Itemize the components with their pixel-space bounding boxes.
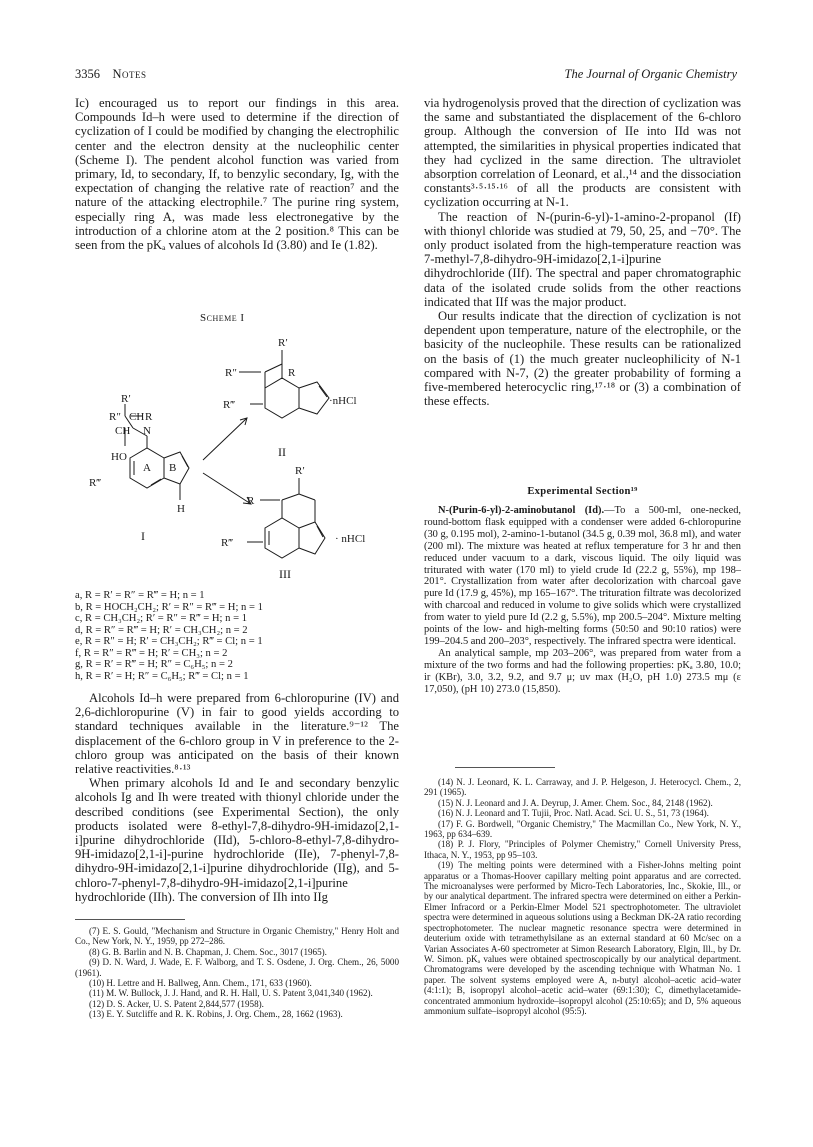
scheme-label-iii-r1: R′ (295, 465, 305, 477)
scheme-label-compound-i: I (141, 529, 145, 543)
ring-b-bonds (164, 452, 189, 484)
footnote-7: (7) E. S. Gould, "Mechanism and Structure in Organic Chemistry," Henry Holt and Co., New York, N. Y., 1959, pp 272–286. (75, 926, 399, 947)
experimental-section-title: Experimental Section¹⁹ (527, 486, 638, 497)
scheme-figure (85, 328, 395, 588)
scheme-label-compound-iii: III (279, 567, 291, 581)
definition-h: h, R = R′ = H; R″ = C₆H₅; R‴ = Cl; n = 1 (75, 670, 249, 682)
scheme-label-r1: R′ (121, 393, 131, 405)
scheme-label-compound-ii: II (278, 445, 286, 459)
definition-c: c, R = CH₃CH₂; R′ = R″ = R‴ = H; n = 1 (75, 613, 248, 624)
scheme-label-ii-r3: R‴ (223, 399, 235, 411)
definition-f: f, R = R″ = R‴ = H; R′ = CH₃; n = 2 (75, 647, 228, 659)
right-paragraph-1: via hydrogenolysis proved that the direction of cyclization was the same and substantiated the displacement of the 6-chloro group. Although the conversion of IIe into IId was not attempted, the similarities in physical properties indicated that they had cyclized in the same direction. The ultraviolet absorption correlation of Leonard, et al.,¹⁴ and the dissociation constants³·⁵·¹⁵·¹⁶ of all the products are consistent with cyclization occurring at N-1. (424, 96, 741, 210)
scheme-label-ch: CH (129, 411, 145, 423)
scheme-label-ii-r: R (288, 367, 296, 379)
footnote-18: (18) P. J. Flory, "Principles of Polymer Chemistry," Cornell University Press, Ithaca, N. Y., 1953, pp 95–103. (424, 839, 741, 860)
scheme-label-ho: HO (111, 451, 127, 463)
scheme-label-r: R (145, 411, 153, 423)
definition-e: e, R = R″ = H; R′ = CH₃CH₂; R‴ = Cl; n = 1 (75, 636, 263, 647)
scheme-label-r2: R″ (109, 411, 121, 423)
footnote-rule-left (75, 919, 185, 920)
scheme-title: Scheme I (200, 312, 245, 324)
scheme-label-ch2: CH (115, 425, 131, 437)
footnote-11: (11) M. W. Bullock, J. J. Hand, and R. H. Hall, U. S. Patent 3,041,340 (1962). (89, 988, 373, 999)
definition-g: g, R = R′ = R‴ = H; R″ = C₆H₅; n = 2 (75, 659, 233, 670)
footnote-13: (13) E. Y. Sutcliffe and R. K. Robins, J. Org. Chem., 28, 1662 (1963). (89, 1009, 343, 1020)
footnotes-left (75, 926, 399, 1020)
left-paragraph-1: Ic) encouraged us to report our findings in this area. Compounds Id–h were used to determine if the direction of cyclization of I could be modified by changing the electrophilic center and the electron density at the nucleophilic center (Scheme I). The pendent alcohol function was varied from primary, Id, to secondary, If, to benzylic secondary, Ig, with the expectation of changing the relative rate of reaction⁷ and the nature of the attacking electrophile.⁷ The purine ring system, especially ring A, was made less electronegative by the introduction of a chlorine atom at the 2 position.⁸ This can be seen from the pKₐ values of alcohols Id (3.80) and Ie (1.82). (75, 96, 399, 253)
scheme-label-iii-r: R (247, 495, 255, 507)
definition-a: a, R = R′ = R″ = R‴ = H; n = 1 (75, 590, 205, 601)
footnote-16: (16) N. J. Leonard and T. Tujii, Proc. Natl. Acad. Sci. U. S., 51, 73 (1964). (438, 808, 709, 819)
scheme-label-ii-nhcl: ·nHCl (329, 395, 357, 407)
right-paragraph-3: Our results indicate that the direction of cyclization is not dependent upon temperature, nature of the electrophile, or the basicity of the nucleophile. These results can be rationalized on the basis of (1) the much greater nucleophilicity of N-1 compared with N-7, (2) the greater probability of forming a five-membered heterocyclic ring,¹⁷·¹⁸ or (3) a combination of these effects. (424, 309, 741, 409)
footnote-12: (12) D. S. Acker, U. S. Patent 2,844,577 (1958). (89, 998, 264, 1009)
experimental-compound-heading: N-(Purin-6-yl)-2-aminobutanol (Id). (438, 505, 605, 516)
footnote-8: (8) G. B. Barlin and N. B. Chapman, J. Chem. Soc., 3017 (1965). (89, 946, 327, 957)
page-header-left (75, 67, 147, 82)
experimental-section (424, 505, 741, 696)
scheme-label-iii-r3: R‴ (221, 537, 233, 549)
right-column-top (424, 96, 741, 408)
scheme-label-iii-nhcl: · nHCl (335, 533, 366, 545)
scheme-label-ring-b: B (169, 462, 177, 474)
right-paragraph-2: The reaction of N-(purin-6-yl)-1-amino-2-propanol (If) with thionyl chloride was studied at 79, 50, 25, and −70°. The only product isolated from the high-temperature reaction was 7-methyl-7,8-dihydro-9H-imidazo[2,1-i]purine dihydrochloride (IIf). The spectral and paper chromatographic data of the isolated crude solids from the other reactions indicated that IIf was the major product. (424, 209, 741, 309)
section-name: Notes (112, 67, 147, 81)
scheme-label-h: H (177, 503, 185, 515)
left-column-bottom (75, 691, 399, 904)
footnote-rule-right (455, 767, 555, 768)
footnotes-right (424, 777, 741, 1016)
footnote-9: (9) D. N. Ward, J. Wade, E. F. Walborg, and T. S. Osdene, J. Org. Chem., 26, 5000 (1961). (75, 957, 399, 978)
experimental-paragraph-1-text: —To a 500-ml, one-necked, round-bottom flask equipped with a condenser were added 6-chloropurine (30 g, 0.195 mol), 2-amino-1-butanol (34.5 g, 0.39 mol, 36.8 ml), and water (200 ml). The mixture was heated at reflux temperature for 3 hr and then reduced under vacuum to a dark, viscous liquid. The oily liquid was triturated with water (170 ml) to yield crude Id (22.2 g, 55%), mp 198–201°. Crystallization from water after decolorization with charcoal gave pure Id (17.9 g, 45%), mp 165–167°. The trituration filtrate was decolorized with charcoal and reduced in volume to give solids which were crystallized from water to yield pure Id (2.2 g, 5.5%), mp 200.5–204°. Mixture melting points of the low- and high-melting forms (50:50 and 90:10 ratios) were 199–204.5 and 200–203°, respectively. The infrared spectra were identical. (424, 505, 741, 647)
definition-d: d, R = R″ = R‴ = H; R′ = CH₃CH₂; n = 2 (75, 624, 248, 636)
scheme-label-ring-a: A (143, 462, 151, 474)
scheme-label-ii-r1: R′ (278, 337, 288, 349)
footnote-19: (19) The melting points were determined with a Fisher-Johns melting point apparatus or a Thomas-Hoover capillary melting point apparatus and are corrected. The microanalyses were performed by Micro-Tech Laboratories, Inc., Skokie, Ill., or by our analytical department. The infrared spectra were determined on either a Perkin-Elmer Infracord or a Perkin-Elmer Model 521 spectrophotometer. The ultraviolet spectra were determined in aqueous solutions using a Beckman DK-2A ratio recording spectrophotometer. The nuclear magnetic resonance spectra were determined in deuterium oxide with tetramethylsilane as an external standard at 60 Mc/sec on a Varian Associates A-60 spectrometer at Simon Research Laboratory, Elgin, Ill., by Dr. W. Simon. pKₐ values were obtained spectroscopically by our analytical department. Chromatograms were developed by the ascending technique with Whatman No. 1 paper. The solvent systems employed were A, n-butyl alcohol–acetic acid–water (4:1:1); B, isopropyl alcohol–acetic acid–water (69:1:30); C, dimethylacetamide-concentrated ammonium hydroxide–isopropyl alcohol (25:10:65); and D, 5% aqueous ammonium sulfate–isopropyl alcohol (95:5). (424, 860, 741, 1016)
footnote-15: (15) N. J. Leonard and J. A. Deyrup, J. Amer. Chem. Soc., 84, 2148 (1962). (438, 797, 713, 808)
footnote-10: (10) H. Lettre and H. Ballweg, Ann. Chem., 171, 633 (1960). (89, 978, 312, 989)
left-column-top (75, 96, 399, 252)
substituent-definitions (75, 590, 395, 682)
scheme-label-ii-r2: R″ (225, 367, 237, 379)
footnote-14: (14) N. J. Leonard, K. L. Carraway, and J. P. Helgeson, J. Heterocycl. Chem., 2, 291 (1965). (424, 777, 741, 798)
scheme-label-r3: R‴ (89, 477, 101, 489)
scheme-label-n: N (143, 425, 151, 437)
experimental-paragraph-1 (424, 505, 741, 648)
left-paragraph-2: Alcohols Id–h were prepared from 6-chloropurine (IV) and 2,6-dichloropurine (V) in fair to good yields according to standard techniques available in the literature.⁹⁻¹² The displacement of the 6-chloro group in V in preference to the 2-chloro group was anticipated on the basis of their known relative reactivities.⁸·¹³ (75, 691, 399, 777)
journal-title: The Journal of Organic Chemistry (564, 67, 737, 81)
definition-b: b, R = HOCH₂CH₂; R′ = R″ = R‴ = H; n = 1 (75, 601, 263, 613)
footnote-17: (17) F. G. Bordwell, "Organic Chemistry," The Macmillan Co., New York, N. Y., 1963, pp 634–639. (424, 818, 741, 840)
left-paragraph-3: When primary alcohols Id and Ie and secondary benzylic alcohols Ig and Ih were treated with thionyl chloride under the described conditions (see Experimental Section), the only products isolated were 8-ethyl-7,8-dihydro-9H-imidazo[2,1-i]purine dihydrochloride (IId), 5-chloro-8-ethyl-7,8-dihydro-9H-imidazo[2,1-i]-purine hydrochloride (IIe), 7-phenyl-7,8-dihydro-9H-imidazo[2,1-i]purine dihydrochloride (IIg), and 5-chloro-7-phenyl-7,8-dihydro-9H-imidazo[2,1-i]purine hydrochloride (IIh). The conversion of IIh into IIg (75, 776, 399, 904)
page-number: 3356 (75, 67, 100, 81)
experimental-paragraph-2: An analytical sample, mp 203–206°, was prepared from water from a mixture of the two forms and had the following properties: pKₐ 3.80, 10.0; ir (KBr), 3.0, 3.2, 9.2, and 9.7 μ; uv max (H₂O, pH 1.0) 273.5 mμ (ε 17,050), (pH 10) 273.0 (15,850). (424, 647, 741, 695)
scheme-bonds (125, 350, 329, 558)
